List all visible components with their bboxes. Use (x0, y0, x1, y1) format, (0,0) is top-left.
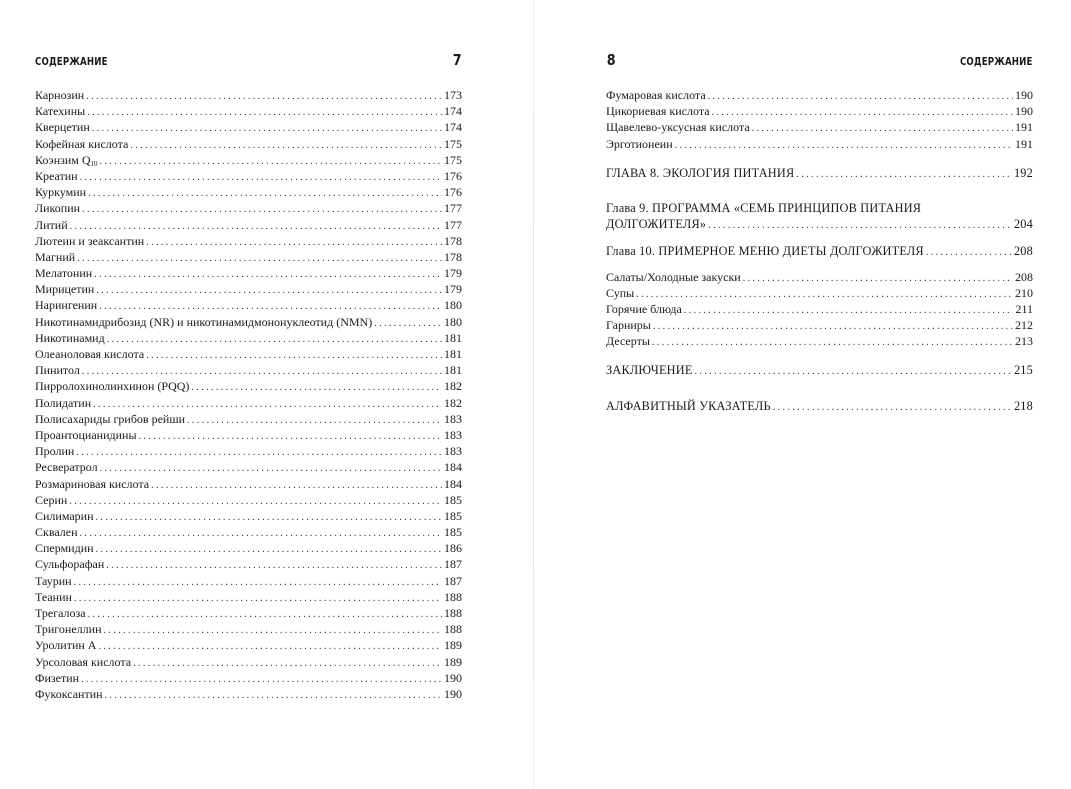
toc-entry[interactable]: Трегалоза ..... 188 (35, 605, 462, 621)
toc-entry[interactable]: Карнозин ..... 173 (35, 87, 462, 103)
toc-entry[interactable]: Розмариновая кислота ..... 184 (35, 476, 462, 492)
toc-entry[interactable]: Катехины ..... 174 (35, 103, 462, 119)
toc-sublist (606, 269, 1033, 350)
toc-list (606, 87, 1033, 414)
toc-entry[interactable]: Лютеин и зеаксантин ..... 178 (35, 233, 462, 249)
toc-entry[interactable]: Десерты ..... 213 (606, 333, 1033, 349)
chapter-9-title-line-2: ДОЛГОЖИТЕЛЯ» (606, 217, 707, 232)
toc-entry[interactable]: Тригонеллин ..... 188 (35, 621, 462, 637)
toc-entry[interactable]: Пирролохинолинхинон (PQQ) ..... 182 (35, 378, 462, 394)
toc-entry[interactable]: Спермидин ..... 186 (35, 540, 462, 556)
toc-entry[interactable]: Теанин ..... 188 (35, 589, 462, 605)
toc-entry[interactable]: Салаты/Холодные закуски ..... 208 (606, 269, 1033, 285)
toc-entry[interactable]: Полидатин ..... 182 (35, 395, 462, 411)
toc-entry[interactable]: Фумаровая кислота ..... 190 (606, 87, 1033, 103)
toc-conclusion[interactable]: ЗАКЛЮЧЕНИЕ ..... 215 (606, 362, 1033, 378)
toc-entry[interactable]: Таурин ..... 187 (35, 573, 462, 589)
toc-entry[interactable]: Серин ..... 185 (35, 492, 462, 508)
running-header-title: СОДЕРЖАНИЕ (960, 56, 1033, 68)
left-page (0, 0, 533, 789)
toc-entry[interactable]: Литий ..... 177 (35, 217, 462, 233)
page-number: 7 (452, 51, 462, 69)
toc-entry[interactable]: Кверцетин ..... 174 (35, 119, 462, 135)
toc-entry[interactable]: Физетин ..... 190 (35, 670, 462, 686)
toc-entry[interactable]: Пинитол ..... 181 (35, 362, 462, 378)
toc-chapter-8[interactable]: ГЛАВА 8. ЭКОЛОГИЯ ПИТАНИЯ ..... 192 (606, 165, 1033, 181)
toc-entry[interactable]: Фукоксантин ..... 190 (35, 686, 462, 702)
toc-entry[interactable]: Горячие блюда ..... 211 (606, 301, 1033, 317)
toc-entry[interactable]: Куркумин ..... 176 (35, 184, 462, 200)
toc-entry[interactable]: Пролин ..... 183 (35, 443, 462, 459)
toc-entry[interactable]: Сульфорафан ..... 187 (35, 556, 462, 572)
toc-entry[interactable]: Мирицетин ..... 179 (35, 281, 462, 297)
toc-entry[interactable]: Эрготионеин ..... 191 (606, 136, 1033, 152)
toc-entry[interactable]: Полисахариды грибов рейши ..... 183 (35, 411, 462, 427)
toc-alphabetical-index[interactable]: АЛФАВИТНЫЙ УКАЗАТЕЛЬ ..... 218 (606, 398, 1033, 414)
toc-entry[interactable]: Сквален ..... 185 (35, 524, 462, 540)
toc-entry[interactable]: Супы ..... 210 (606, 285, 1033, 301)
toc-entry[interactable]: Ресвератрол ..... 184 (35, 459, 462, 475)
toc-chapter-10[interactable]: Глава 10. ПРИМЕРНОЕ МЕНЮ ДИЕТЫ ДОЛГОЖИТЕЛЯ ..... 208 (606, 243, 1033, 259)
toc-entry[interactable]: Урсоловая кислота ..... 189 (35, 654, 462, 670)
toc-entry[interactable]: Мелатонин ..... 179 (35, 265, 462, 281)
toc-chapter-9[interactable]: Глава 9. ПРОГРАММА «СЕМЬ ПРИНЦИПОВ ПИТАНИЯ ДОЛГОЖИТЕЛЯ» ..... 204 (606, 200, 1033, 232)
toc-entry[interactable]: Нарингенин ..... 180 (35, 297, 462, 313)
page-number: 8 (606, 51, 616, 69)
toc-entry[interactable]: Никотинамидрибозид (NR) и никотинамидмононуклеотид (NMN) ..... 180 (35, 314, 462, 330)
toc-entry[interactable]: Силимарин ..... 185 (35, 508, 462, 524)
toc-entry[interactable]: Кофейная кислота ..... 175 (35, 136, 462, 152)
toc-entry[interactable]: Олеаноловая кислота ..... 181 (35, 346, 462, 362)
toc-entry[interactable]: Креатин ..... 176 (35, 168, 462, 184)
toc-entry[interactable]: Никотинамид ..... 181 (35, 330, 462, 346)
toc-entry[interactable]: Уролитин А ..... 189 (35, 637, 462, 653)
running-header (35, 53, 462, 68)
toc-list (35, 87, 462, 702)
running-header (606, 53, 1033, 68)
toc-entry[interactable]: Гарниры ..... 212 (606, 317, 1033, 333)
toc-entry[interactable]: Магний ..... 178 (35, 249, 462, 265)
right-page (534, 0, 1071, 789)
toc-entry[interactable]: Ликопин ..... 177 (35, 200, 462, 216)
running-header-title: СОДЕРЖАНИЕ (35, 56, 108, 68)
toc-entry[interactable]: Цикориевая кислота ..... 190 (606, 103, 1033, 119)
chapter-9-title-line-1: Глава 9. ПРОГРАММА «СЕМЬ ПРИНЦИПОВ ПИТАНИЯ (606, 200, 922, 215)
toc-entry[interactable]: Проантоцианидины ..... 183 (35, 427, 462, 443)
toc-entry[interactable]: Коэнзим $Q_{10}$ ..... 175 (35, 152, 462, 168)
toc-entry[interactable]: Щавелево-уксусная кислота ..... 191 (606, 119, 1033, 135)
